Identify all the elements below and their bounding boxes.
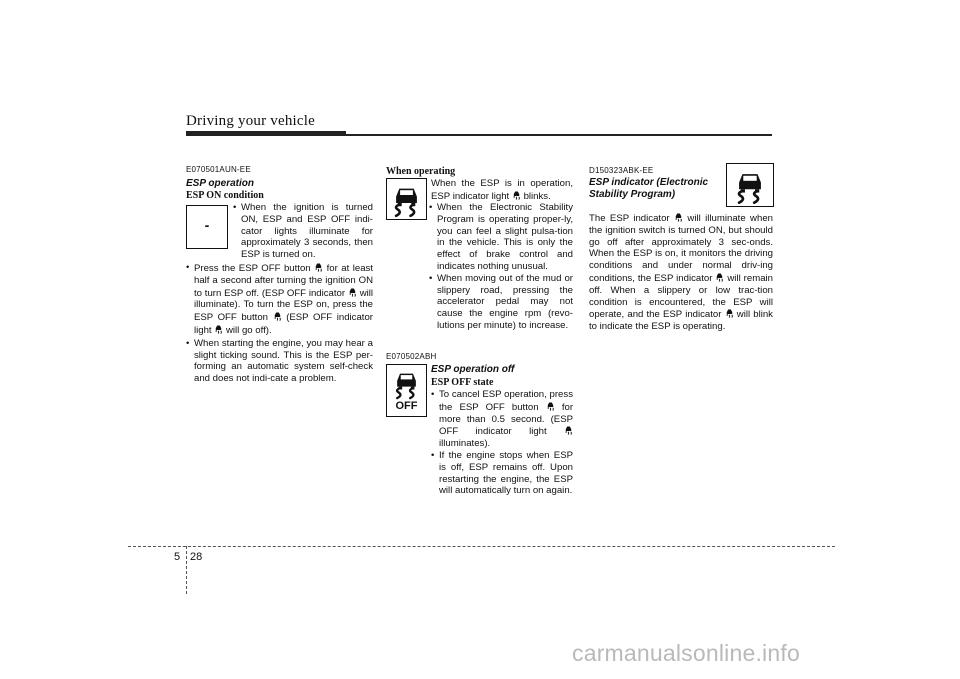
text-span: Press the ESP OFF button: [194, 263, 311, 274]
esp-off-indicator-icon: [214, 324, 223, 335]
col3-paragraph: [589, 212, 773, 333]
text-span: for at least half a second after turning the ignition ON to turn ESP off. (ESP OFF indicator: [194, 263, 374, 299]
text-span: will blink to indicate the ESP is operating.: [589, 309, 773, 333]
subhead-esp-on: ESP ON condition: [186, 190, 264, 201]
esp-off-indicator-icon: [546, 401, 555, 412]
chapter-number: 5: [174, 551, 181, 563]
header-rule-thick: [186, 131, 346, 136]
esp-car-skid-icon: [387, 179, 426, 219]
col1-bullets: [233, 202, 373, 261]
section-code-3: D150323ABK-EE: [589, 166, 654, 175]
watermark: carmanualsonline.info: [572, 640, 800, 666]
esp-car-skid-icon: [727, 164, 773, 206]
esp-indicator-icon-box-3: [726, 163, 774, 207]
esp-off-button-icon: [186, 205, 228, 249]
bullet-cancel-esp: [431, 389, 573, 450]
text-span: To cancel ESP operation, press the ESP OFF button: [439, 389, 573, 413]
esp-off-icon-box: [386, 364, 427, 417]
section-code-2: E070502ABH: [386, 352, 437, 361]
header-rule-thin: [346, 134, 772, 136]
col1-bullet-press: [186, 262, 373, 385]
section-title-esp-indicator: ESP indicator (Electronic Stability Program): [589, 177, 709, 200]
text-span: blinks.: [523, 190, 551, 202]
esp-off-indicator-icon: [273, 311, 282, 322]
bullet-ignition-on: • When the ignition is turned ON, ESP and ESP OFF indi-cator lights illuminate for approximately 3 seconds, then ESP is turned on.: [233, 202, 373, 261]
text-span: will illuminate when the ignition switch is turned ON, but should go off after approximately 3 sec-onds. When the ESP is on, it monitors the driving conditions and under normal driv-ing conditions, the ESP indicator: [589, 213, 773, 284]
bullet-press-esp-off: [186, 262, 373, 337]
col2-bullets: [429, 202, 573, 332]
bullet-pulsation: • When the Electronic Stability Program is operating proper-ly, you can feel a slight pulsa-tion in the vehicle. This is only the effect of brake control and indicates nothing unusual.: [429, 202, 573, 273]
esp-indicator-icon: [674, 212, 683, 223]
off-label: OFF: [395, 400, 418, 412]
text-span: (ESP OFF indicator light: [194, 312, 373, 336]
section-code: E070501AUN-EE: [186, 165, 251, 174]
text-span: will remain off. When a slippery or low trac-tion condition is encountered, the ESP will operate, and the ESP indicator: [589, 272, 773, 321]
footer-vertical-dash: [186, 546, 187, 594]
esp-indicator-icon: [512, 190, 521, 201]
page-header-title: Driving your vehicle: [186, 113, 315, 129]
text-span: illuminates).: [439, 438, 491, 450]
section-title-esp-operation: ESP operation: [186, 178, 254, 189]
text-span: When the ESP is in operation, ESP indicator light: [431, 178, 573, 202]
esp-indicator-icon-box: [386, 178, 427, 220]
esp-indicator-icon: [715, 272, 724, 283]
text-span: The ESP indicator: [589, 213, 670, 224]
subhead-esp-off-state: ESP OFF state: [431, 377, 494, 388]
bullet-engine-stops: • If the engine stops when ESP is off, ESP remains off. Upon restarting the engine, the ESP will automatically turn on again.: [431, 450, 573, 497]
col2-off-bullets: [431, 389, 573, 497]
bullet-mud: • When moving out of the mud or slippery road, pressing the accelerator pedal may not cause the engine rpm (revo-lutions per minute) to increase.: [429, 273, 573, 332]
footer-dashed-line: [128, 546, 835, 547]
page-number: 28: [190, 551, 203, 563]
bullet-starting-engine: • When starting the engine, you may hear a slight ticking sound. This is the ESP per-forming an automatic system self-check and does not indi-cate a problem.: [186, 338, 373, 385]
text-span: will go off).: [225, 324, 272, 336]
icon-placeholder-text: -: [204, 217, 210, 233]
esp-off-indicator-icon: [564, 425, 573, 436]
esp-indicator-icon: [725, 308, 734, 319]
col2-intro: [431, 178, 573, 203]
esp-off-car-icon: [387, 365, 426, 401]
esp-off-indicator-icon: [314, 262, 323, 273]
esp-off-indicator-icon: [348, 287, 357, 298]
text-span: for more than 0.5 second. (ESP OFF indicator light: [439, 401, 574, 438]
text-span: will illuminate). To turn the ESP on, press the ESP OFF button: [194, 287, 374, 324]
section-title-esp-off: ESP operation off: [431, 364, 515, 375]
subhead-when-operating: When operating: [386, 166, 456, 177]
